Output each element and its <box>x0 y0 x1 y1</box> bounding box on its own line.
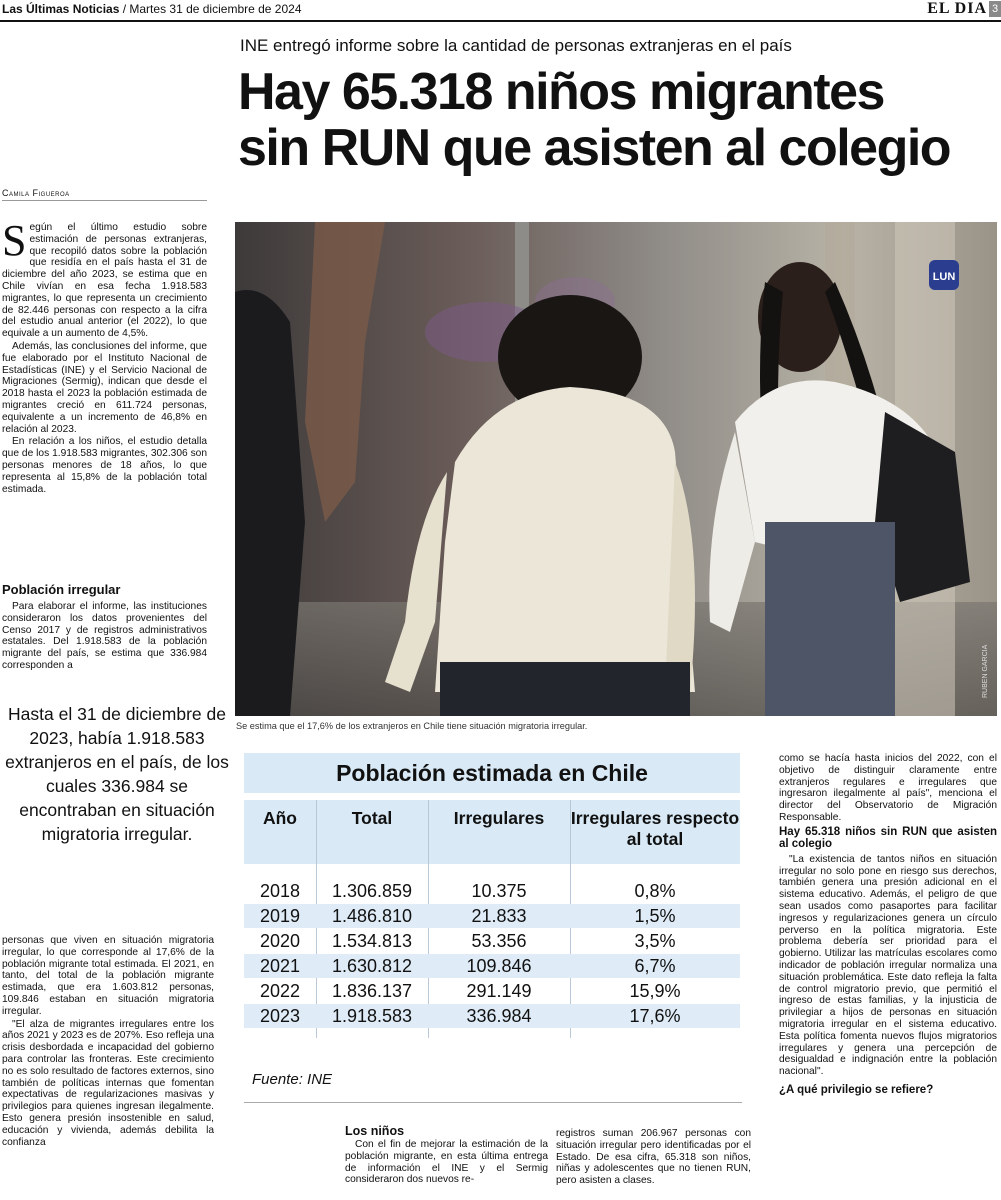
paragraph: Además, las conclusiones del informe, que fue elaborado por el Instituto Nacional de Estadísticas (INE) y el Servicio Nacional de Migraciones (Sermig), indican que desde el 2018 hasta el 2023 la población estimada de migrantes creció en 611.724 personas, equivalente a un incremento de 46,8% en relación al 2023. <box>2 340 207 435</box>
masthead <box>0 0 1001 22</box>
paragraph: Con el fin de mejorar la estimación de la población migrante, en esta última entrega de información el INE y el Sermig consideraron dos nuevos re- <box>345 1139 548 1186</box>
cell-year: 2018 <box>259 881 301 901</box>
author-byline: Camila Figueroa <box>2 188 70 198</box>
table-row <box>244 954 740 978</box>
table-title: Población estimada en Chile <box>244 753 740 793</box>
paragraph: En relación a los niños, el estudio detalla que de los 1.918.583 migrantes, 302.306 son personas menores de 18 años, lo que representa al 15,8% de la población total estimada. <box>2 436 207 495</box>
cell-percent: 0,8% <box>634 881 676 901</box>
subheading-run: Hay 65.318 niños sin RUN que asisten al colegio <box>779 825 997 850</box>
paragraph <box>2 216 207 340</box>
cell-year: 2021 <box>259 956 301 976</box>
body-column-right <box>779 753 997 1100</box>
table-row <box>244 904 740 928</box>
subheading-irregular: Población irregular <box>2 582 121 597</box>
cell-total: 1.306.859 <box>331 881 413 901</box>
table-divider <box>244 1102 742 1103</box>
cell-year: 2022 <box>259 981 301 1001</box>
table-row <box>244 929 740 953</box>
headline-line-2: sin RUN que asisten al colegio <box>238 119 951 177</box>
cell-percent: 6,7% <box>634 956 676 976</box>
subheading-privilege: ¿A qué privilegio se refiere? <box>779 1083 934 1096</box>
subheading-ninos: Los niños <box>345 1124 405 1138</box>
cell-percent: 1,5% <box>634 906 676 926</box>
headline-line-1: Hay 65.318 niños migrantes <box>238 63 884 121</box>
photo-credit: RUBEN GARCIA <box>982 644 989 698</box>
paragraph: registros suman 206.967 personas con situación irregular pero identificadas por el Estado. De esa cifra, 65.318 son niños, niñas y adolescentes que no tienen RUN, pero asisten a clases. <box>556 1128 751 1187</box>
photo-illustration <box>235 222 997 716</box>
paragraph: "El alza de migrantes irregulares entre los años 2021 y 2023 es de 207%. Eso refleja una crisis desbordada e incapacidad del gobierno para controlar las fronteras. Este crecimiento no es solo resultado de factores externos, sino también de políticas internas que fomentan expectativas de regularizaciones masivas y privilegios para quienes ingresan ilegalmente. Esto genera presión insostenible en salud, educación y vivienda, además debilita la confianza <box>2 1018 214 1148</box>
kicker: INE entregó informe sobre la cantidad de personas extranjeras en el país <box>240 36 792 55</box>
paragraph-text: egún el último estudio sobre estimación de personas extranjeras, que recopiló datos sobre la población que residía en el país hasta el 31 de diciembre del año 2023, se estima que en Chile vivían en esa fecha 1.918.583 migrantes, lo que representa un crecimiento de 82.446 personas con respecto a la cifra del estudio anual anterior (el 2022), lo que equivale a un aumento de 4,5%. <box>2 222 207 340</box>
column-header-year: Año <box>262 808 298 828</box>
cell-percent: 17,6% <box>629 1006 681 1026</box>
cell-percent: 3,5% <box>634 931 676 951</box>
body-column-mid-1 <box>345 1139 548 1187</box>
issue-date: Martes 31 de diciembre de 2024 <box>129 2 302 16</box>
table-row <box>244 1004 740 1028</box>
section-name: EL DIA <box>927 0 987 17</box>
cell-irregular: 291.149 <box>466 981 532 1001</box>
body-column-left-2 <box>2 601 207 673</box>
pull-quote: Hasta el 31 de diciembre de 2023, había 1.918.583 extranjeros en el país, de los cuales 336.984 se encontraban en situación migratoria irregular. <box>5 704 229 844</box>
body-column-mid-2 <box>556 1128 751 1188</box>
body-column-left-3 <box>2 935 214 1149</box>
cell-year: 2023 <box>259 1006 301 1026</box>
cell-irregular: 336.984 <box>466 1006 532 1026</box>
masthead-info: Las Últimas Noticias / Martes 31 de diciembre de 2024 <box>2 2 302 16</box>
photo-caption: Se estima que el 17,6% de los extranjeros en Chile tiene situación migratoria irregular. <box>236 721 588 731</box>
column-header-percent: Irregulares respecto al total <box>570 808 740 849</box>
cell-irregular: 21.833 <box>471 906 527 926</box>
cell-total: 1.918.583 <box>331 1006 413 1026</box>
column-header-total: Total <box>351 808 393 828</box>
paragraph: como se hacía hasta inicios del 2022, con el objetivo de distinguir claramente entre extranjeros regulares e irregulares que ingresaron ilegalmente al país", menciona el director del Observatorio de Migración Responsable. <box>779 753 997 823</box>
article-photo <box>235 222 997 716</box>
cell-year: 2019 <box>259 906 301 926</box>
cell-irregular: 109.846 <box>466 956 532 976</box>
photo-badge: LUN <box>932 271 956 283</box>
body-column-left <box>2 216 207 496</box>
cell-percent: 15,9% <box>629 981 681 1001</box>
table-source: Fuente: INE <box>252 1071 333 1088</box>
cell-total: 1.486.810 <box>331 906 413 926</box>
paragraph: "La existencia de tantos niños en situación irregular no solo pone en riesgo sus derechos, también genera una presión adicional en el sistema educativo. Además, el peligro de que sean usados como pasaportes para facilitar ingresos y regularizaciones genera un círculo perverso en la política migratoria. Este problema debería ser prioridad para el gobierno. Utilizar las matrículas escolares como indicador de población irregular normaliza una situación problemática. Este dato refleja la falta de control migratorio previo, que permitió el ingreso de estas familias, y la injusticia de privilegiar a hijos de personas en situación migratoria irregular en el sistema educativo. Esta política fomenta nuevos flujos migratorios irregulares y genera una percepción de desigualdad e indignación entre la población nacional". <box>779 853 997 1078</box>
table-row <box>244 879 740 903</box>
table-header <box>244 800 740 864</box>
cell-total: 1.836.137 <box>331 981 413 1001</box>
cell-irregular: 10.375 <box>471 881 527 901</box>
table-row <box>244 979 740 1003</box>
paragraph: Para elaborar el informe, las instituciones consideraron los datos provenientes del Censo 2017 y de registros administrativos estatales. Del 1.918.583 de la población migrante del país, se estima que 336.984 corresponden a <box>2 601 207 671</box>
cell-irregular: 53.356 <box>471 931 527 951</box>
headline <box>238 64 998 176</box>
cell-year: 2020 <box>259 931 301 951</box>
cell-total: 1.534.813 <box>331 931 413 951</box>
paragraph: personas que viven en situación migratoria irregular, lo que corresponde al 17,6% de la población migrante total estimada. El 2021, en tanto, del total de la población migrante estimada, que era 1.603.812 personas, 109.846 estaban en situación migratoria irregular. <box>2 935 214 1017</box>
newspaper-name: Las Últimas Noticias <box>2 2 120 16</box>
drop-cap: S <box>2 216 27 265</box>
column-header-irregular: Irregulares <box>453 808 545 828</box>
cell-total: 1.630.812 <box>331 956 413 976</box>
page-number: 3 <box>989 1 1001 17</box>
byline-divider <box>2 200 207 201</box>
